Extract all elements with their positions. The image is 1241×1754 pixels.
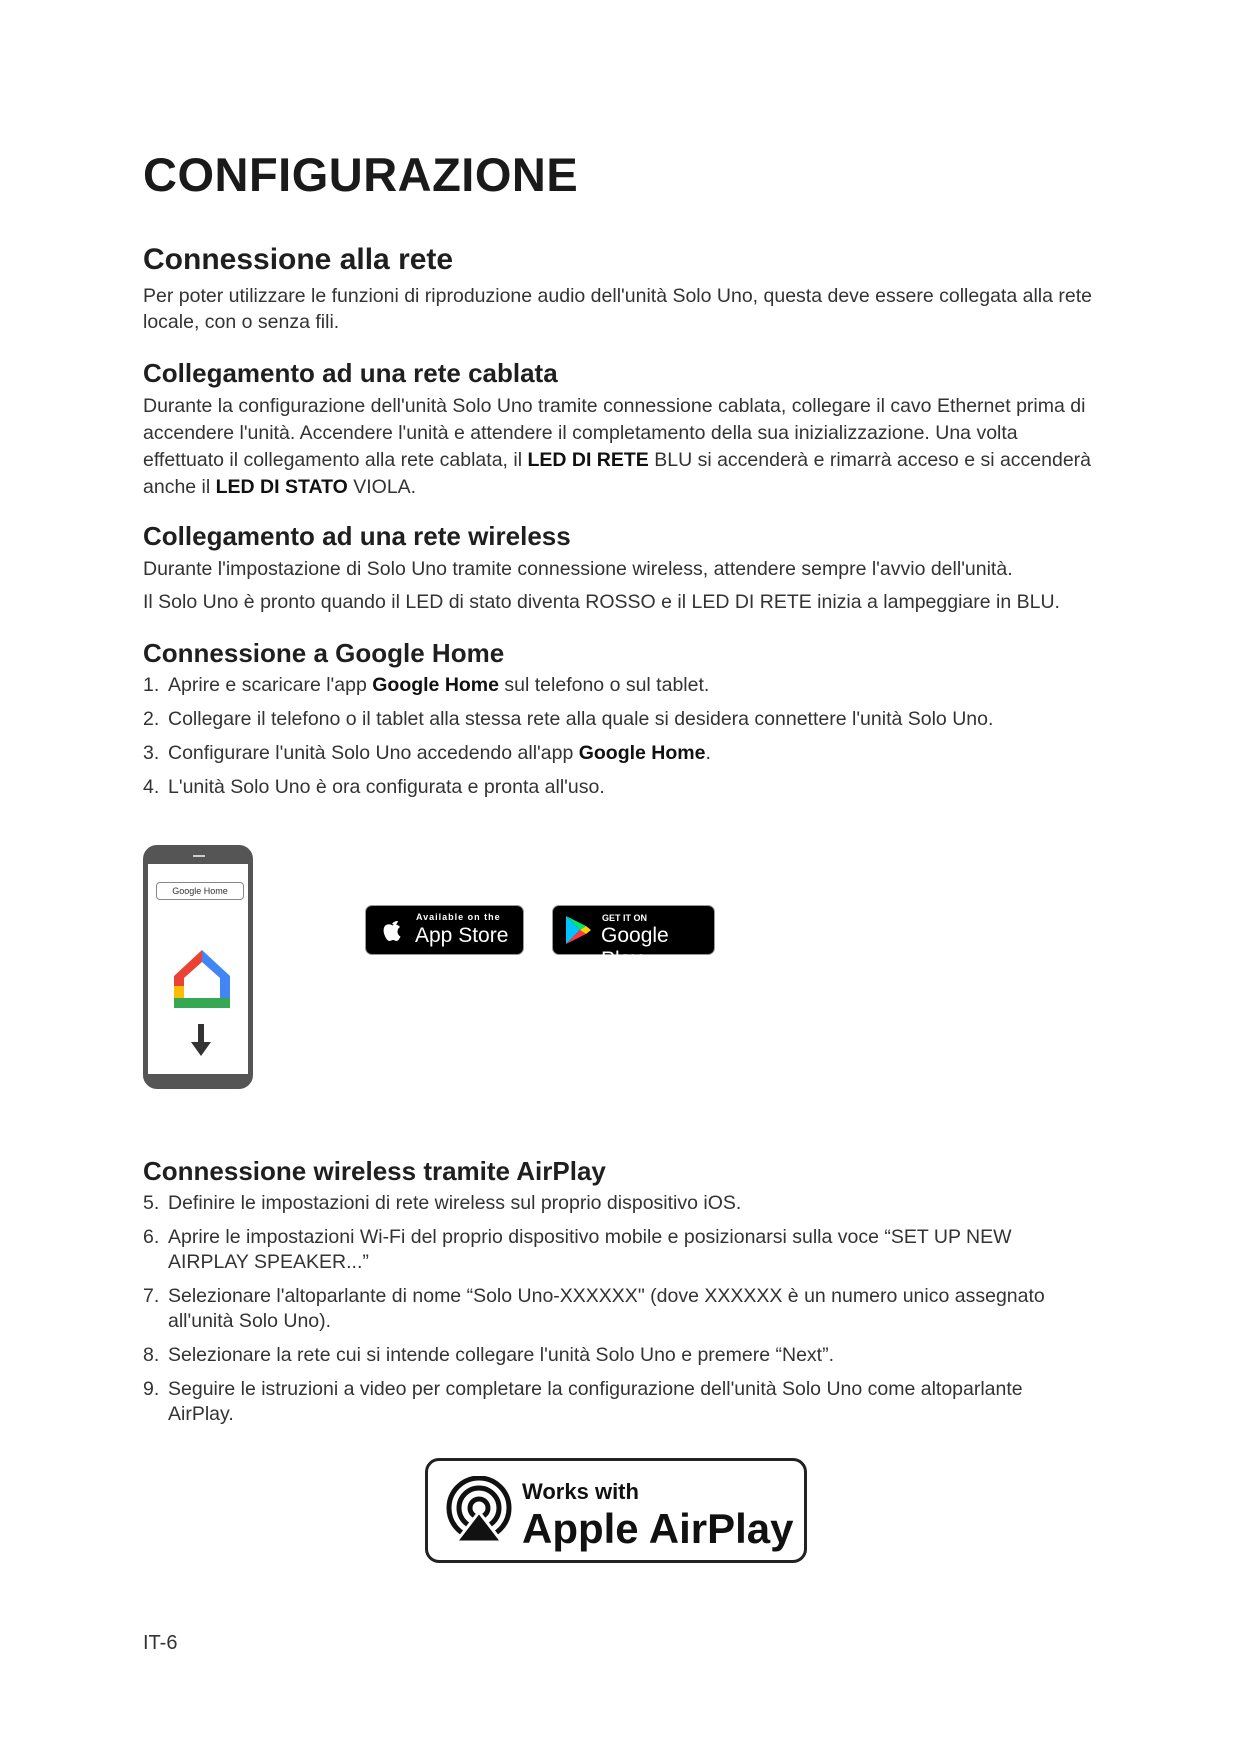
list-item: 7. Selezionare l'altoparlante di nome “Solo Uno-XXXXXX" (dove XXXXXX è un numero unico assegnato all'unità Solo Uno).	[143, 1285, 1045, 1332]
google-play-badge[interactable]	[553, 906, 714, 971]
network-text: Per poter utilizzare le funzioni di riproduzione audio dell'unità Solo Uno, questa deve essere collegata alla rete locale, con o senza fili.	[143, 285, 1092, 333]
section-wireless	[143, 521, 1103, 615]
app-store-big: App Store	[415, 924, 509, 947]
section-network	[143, 243, 1103, 335]
airplay-heading: Connessione wireless tramite AirPlay	[143, 1156, 606, 1186]
wired-text-2: BLU si accenderà e rimarrà acceso e si accenderà anche il	[143, 449, 1092, 498]
network-heading: Connessione alla rete	[143, 243, 454, 276]
list-item: 5. Definire le impostazioni di rete wireless sul proprio dispositivo iOS.	[143, 1192, 742, 1214]
google-play-small: GET IT ON	[602, 913, 647, 923]
list-item: 1. Aprire e scaricare l'app Google Home sul telefono o sul tablet.	[143, 674, 710, 696]
list-item: 2. Collegare il telefono o il tablet alla stessa rete alla quale si desidera connettere l'unità Solo Uno.	[143, 708, 994, 730]
wired-text	[143, 393, 1103, 501]
airplay-steps	[143, 1191, 1103, 1427]
google-home-icon	[170, 946, 234, 1066]
wireless-text-2: Il Solo Uno è pronto quando il LED di stato diventa ROSSO e il LED DI RETE inizia a lampeggiare in BLU.	[143, 591, 1060, 613]
airplay-badge-big: Apple AirPlay	[522, 1505, 794, 1552]
apple-icon	[380, 916, 404, 944]
phone-google-home-label: Google Home	[156, 882, 244, 900]
section-airplay	[143, 1156, 1103, 1436]
wired-bold-2: LED DI STATO	[215, 476, 348, 498]
list-item: 4. L'unità Solo Uno è ora configurata e pronta all'uso.	[143, 776, 605, 798]
app-store-small: Available on the	[416, 912, 501, 922]
google-steps	[143, 673, 1103, 800]
page-number: IT-6	[143, 1632, 178, 1654]
phone-illustration	[143, 845, 253, 1089]
list-item: 8. Selezionare la rete cui si intende collegare l'unità Solo Uno e premere “Next”.	[143, 1344, 834, 1366]
section-wired	[143, 358, 1103, 501]
google-play-big: Google Play	[601, 924, 669, 971]
wired-heading: Collegamento ad una rete cablata	[143, 358, 558, 388]
list-item: 9. Seguire le istruzioni a video per completare la configurazione dell'unità Solo Uno come altoparlante AirPlay.	[143, 1378, 1023, 1425]
wireless-heading: Collegamento ad una rete wireless	[143, 521, 571, 551]
list-item: 6. Aprire le impostazioni Wi-Fi del proprio dispositivo mobile e posizionarsi sulla voce “SET UP NEW AIRPLAY SPEAKER...”	[143, 1226, 1012, 1273]
airplay-icon	[444, 1476, 514, 1546]
page-title: CONFIGURAZIONE	[143, 148, 579, 201]
works-with-airplay-badge	[425, 1458, 807, 1563]
wired-text-1: Durante la configurazione dell'unità Solo Uno tramite connessione cablata, collegare il cavo Ethernet prima di accendere l'unità. Accendere l'unità e attendere il completamento della sua inizializzazione. Una volta effettuato il collegamento alla rete cablata, il	[143, 395, 1086, 471]
section-google-home	[143, 638, 1103, 809]
app-store-badge[interactable]	[366, 906, 523, 954]
google-play-icon	[564, 914, 592, 946]
google-heading: Connessione a Google Home	[143, 638, 505, 668]
wired-bold-1: LED DI RETE	[527, 449, 649, 471]
list-item: 3. Configurare l'unità Solo Uno accedendo all'app Google Home.	[143, 742, 711, 764]
wired-text-3: VIOLA.	[347, 476, 417, 498]
wireless-text-1: Durante l'impostazione di Solo Uno tramite connessione wireless, attendere sempre l'avvio dell'unità.	[143, 558, 1013, 580]
airplay-badge-small: Works with	[522, 1479, 639, 1504]
